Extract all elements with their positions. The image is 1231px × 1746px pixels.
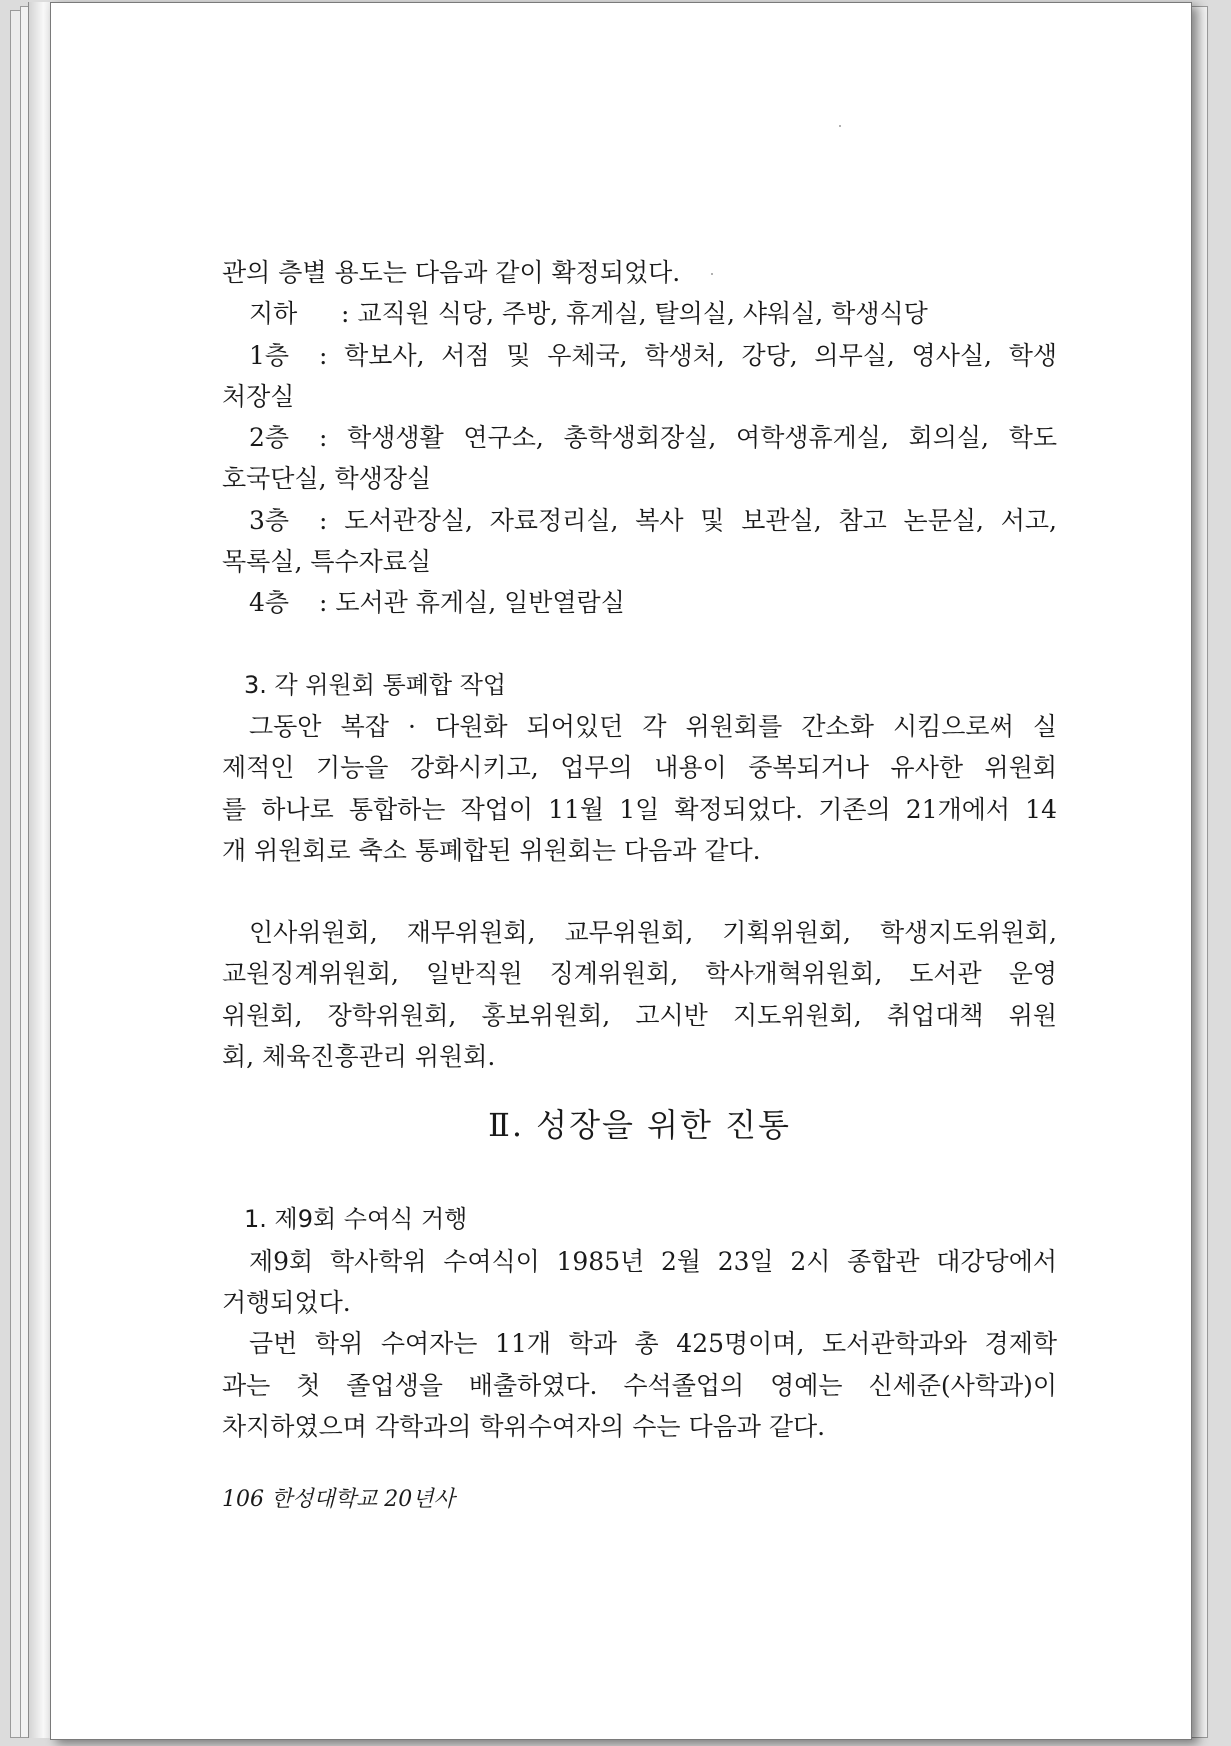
spacer bbox=[222, 624, 1057, 665]
floor-basement bbox=[222, 293, 1057, 334]
floor-text: : 도서관 휴게실, 일반열람실 bbox=[319, 588, 625, 618]
paragraph-line: 그동안 복잡 · 다원화 되어있던 각 위원회를 간소화 시킴으로써 실 bbox=[249, 711, 1057, 741]
floor-text: : 교직원 식당, 주방, 휴게실, 탈의실, 샤워실, 학생식당 bbox=[341, 299, 928, 329]
intro-line: 관의 층별 용도는 다음과 같이 확정되었다. bbox=[222, 258, 681, 287]
floor-3 bbox=[222, 500, 1057, 541]
floor-continuation: 호국단실, 학생장실 bbox=[222, 464, 432, 494]
spacer bbox=[222, 1165, 1057, 1199]
committee-line: 교원징계위원회, 일반직원 징계위원회, 학사개혁위원회, 도서관 운영 bbox=[222, 959, 1057, 989]
floor-text: : 학보사, 서점 및 우체국, 학생처, 강당, 의무실, 영사실, 학생 bbox=[319, 340, 1057, 370]
floor-continuation: 처장실 bbox=[222, 381, 295, 411]
floor-4 bbox=[222, 582, 1057, 623]
paragraph-line: 제적인 기능을 강화시키고, 업무의 내용이 중복되거나 유사한 위원회 bbox=[222, 753, 1057, 783]
paragraph-line: 제9회 학사학위 수여식이 1985년 2월 23일 2시 종합관 대강당에서 bbox=[249, 1246, 1057, 1276]
page-body bbox=[222, 252, 1057, 1447]
paragraph-line: 금번 학위 수여자는 11개 학과 총 425명이며, 도서관학과와 경제학 bbox=[249, 1329, 1057, 1359]
chapter-title: Ⅱ. 성장을 위한 진통 bbox=[488, 1106, 791, 1145]
committee-line: 인사위원회, 재무위원회, 교무위원회, 기획위원회, 학생지도위원회, bbox=[249, 918, 1057, 948]
paragraph-line: 거행되었다. bbox=[222, 1287, 351, 1317]
committee-line: 위원회, 장학위원회, 홍보위원회, 고시반 지도위원회, 취업대책 위원 bbox=[222, 1000, 1057, 1030]
paragraph-line: 를 하나로 통합하는 작업이 11월 1일 확정되었다. 기존의 21개에서 14 bbox=[222, 794, 1057, 824]
floor-text: : 도서관장실, 자료정리실, 복사 및 보관실, 참고 논문실, 서고, bbox=[319, 505, 1057, 535]
scan-speck bbox=[839, 125, 841, 127]
floor-label: 1층 bbox=[249, 340, 290, 370]
paragraph-line: 차지하였으며 각학과의 학위수여자의 수는 다음과 같다. bbox=[222, 1411, 826, 1441]
section-heading: 3. 각 위원회 통폐합 작업 bbox=[244, 670, 507, 699]
paragraph-line: 개 위원회로 축소 통폐합된 위원회는 다음과 같다. bbox=[222, 835, 761, 865]
paragraph-line: 과는 첫 졸업생을 배출하였다. 수석졸업의 영예는 신세준(사학과)이 bbox=[222, 1370, 1057, 1400]
floor-label: 지하 bbox=[249, 299, 298, 329]
floor-continuation: 목록실, 특수자료실 bbox=[222, 547, 432, 577]
spacer bbox=[222, 871, 1057, 912]
committee-line: 회, 체육진흥관리 위원회. bbox=[222, 1042, 496, 1072]
page-footer: 106 한성대학교 20년사 bbox=[222, 1487, 455, 1512]
floor-label: 2층 bbox=[249, 423, 290, 453]
floor-1 bbox=[222, 335, 1057, 376]
floor-label: 4층 bbox=[249, 588, 290, 618]
floor-text: : 학생생활 연구소, 총학생회장실, 여학생휴게실, 회의실, 학도 bbox=[319, 423, 1057, 453]
section-heading: 1. 제9회 수여식 거행 bbox=[244, 1205, 468, 1234]
floor-label: 3층 bbox=[249, 505, 290, 535]
floor-2 bbox=[222, 417, 1057, 458]
